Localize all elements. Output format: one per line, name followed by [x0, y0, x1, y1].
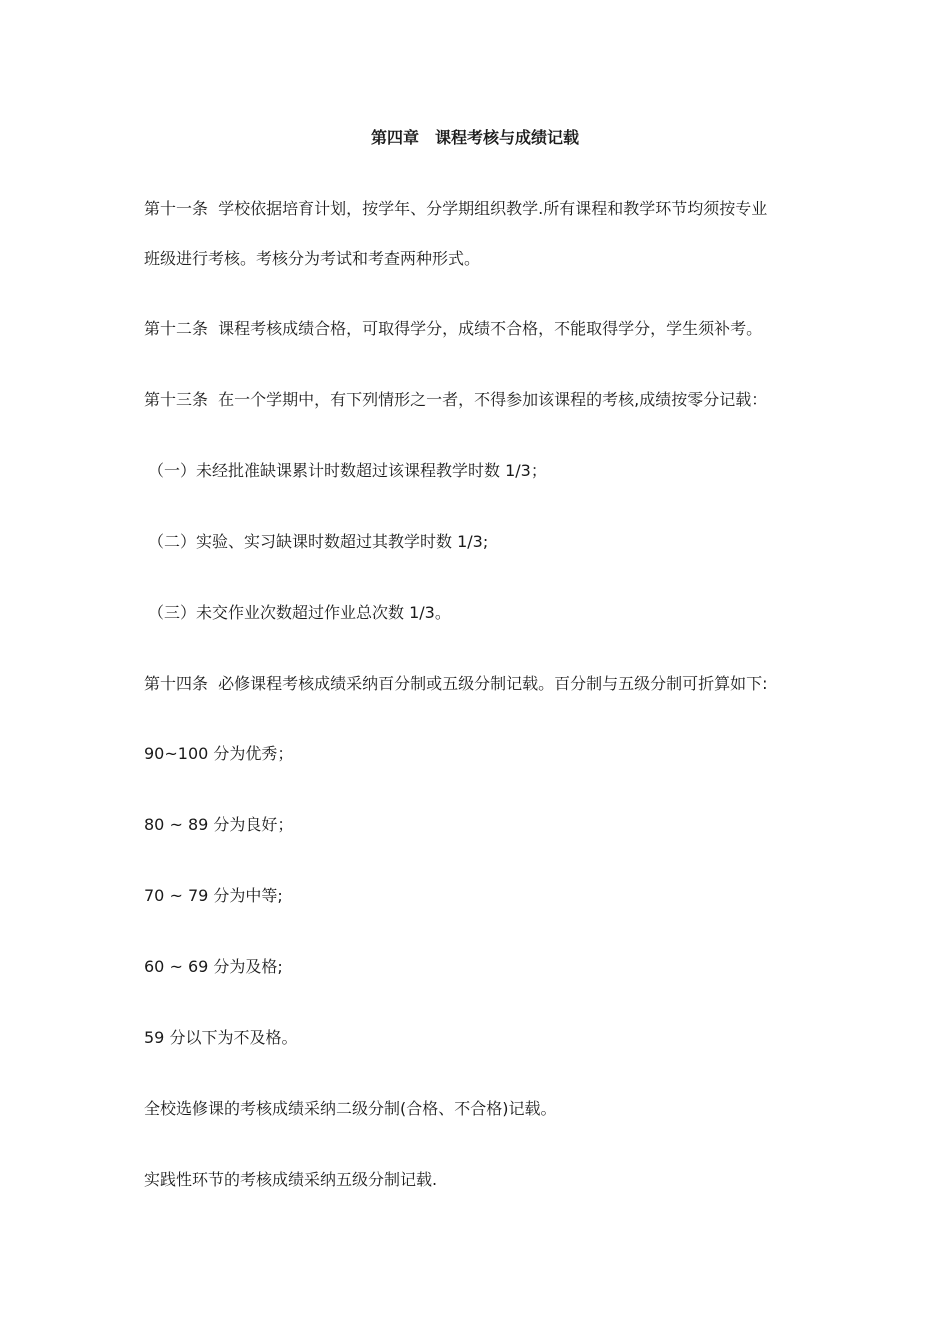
article-14: 第十四条 必修课程考核成绩采纳百分制或五级分制记载。百分制与五级分制可折算如下: — [144, 674, 768, 693]
grade-medium: 70 ~ 79 分为中等; — [144, 886, 283, 905]
article-13-item-3: （三）未交作业次数超过作业总次数 1/3。 — [148, 603, 451, 622]
article-13-item-2: （二）实验、实习缺课时数超过其教学时数 1/3; — [148, 532, 489, 551]
article-12: 第十二条 课程考核成绩合格，可取得学分，成绩不合格，不能取得学分，学生须补考。 — [144, 319, 763, 338]
grade-fail: 59 分以下为不及格。 — [144, 1028, 298, 1047]
chapter-title: 第四章 课程考核与成绩记载 — [370, 128, 579, 147]
article-11-line-1: 第十一条 学校依据培育计划，按学年、分学期组织教学.所有课程和教学环节均须按专业 — [144, 199, 768, 218]
article-13: 第十三条 在一个学期中，有下列情形之一者，不得参加该课程的考核,成绩按零分记载： — [144, 390, 768, 409]
grade-pass: 60 ~ 69 分为及格; — [144, 957, 283, 976]
elective-course-rule: 全校选修课的考核成绩采纳二级分制(合格、不合格)记载。 — [144, 1099, 557, 1118]
article-13-item-1: （一）未经批准缺课累计时数超过该课程教学时数 1/3； — [148, 461, 547, 480]
grade-good: 80 ~ 89 分为良好； — [144, 815, 294, 834]
practice-rule: 实践性环节的考核成绩采纳五级分制记载. — [144, 1170, 438, 1189]
article-11-line-2: 班级进行考核。考核分为考试和考查两种形式。 — [144, 249, 481, 268]
grade-excellent: 90~100 分为优秀； — [144, 744, 294, 763]
